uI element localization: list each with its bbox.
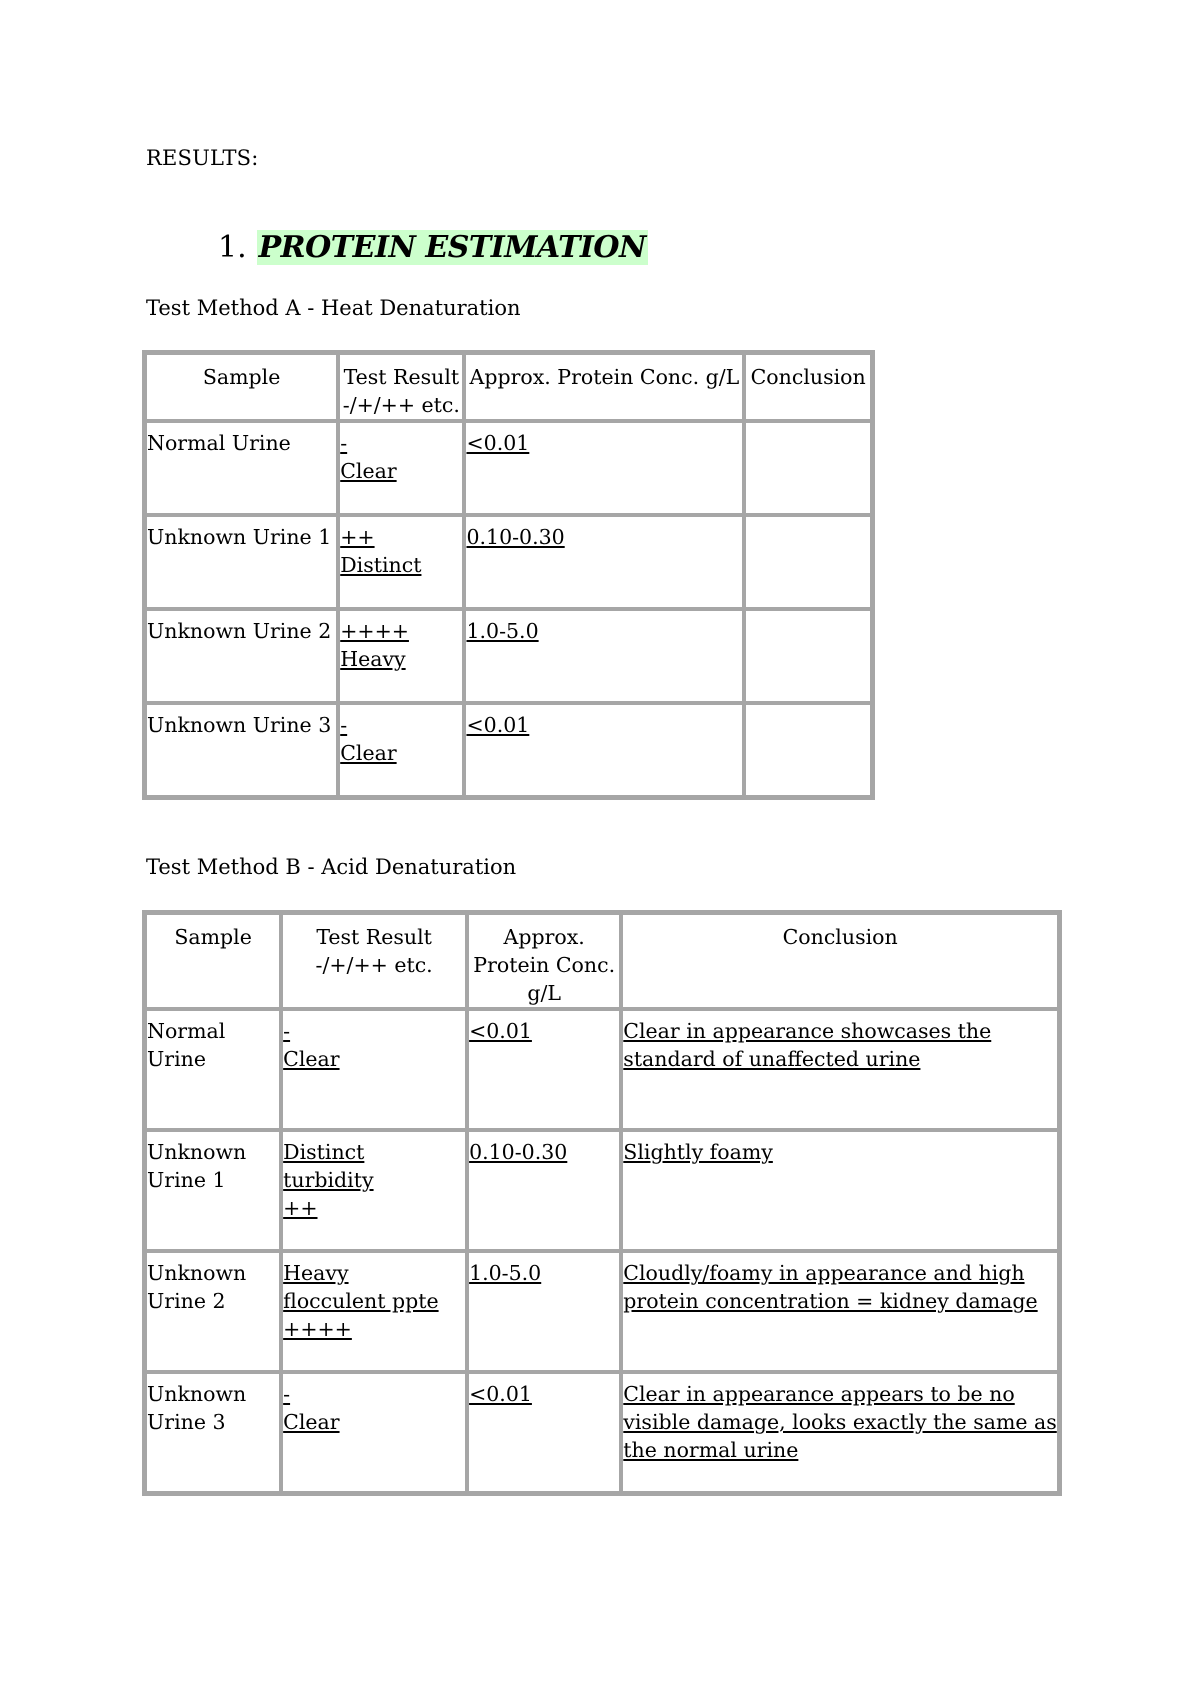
cell-protein-conc (467, 1251, 621, 1372)
cell-conclusion (621, 1251, 1059, 1372)
cell-sample: Unknown Urine 1 (145, 1130, 281, 1251)
result-text: Heavy (340, 647, 406, 671)
cell-sample: Unknown Urine 2 (145, 1251, 281, 1372)
conclusion-text: Clear in appearance appears to be no visible damage, looks exactly the same as the normal urine (623, 1382, 1057, 1462)
cell-conclusion (621, 1372, 1059, 1493)
result-text: Clear (340, 459, 397, 483)
table-row (145, 1130, 1059, 1251)
cell-conclusion (744, 609, 872, 703)
table-header-row (145, 913, 1059, 1009)
result-line1: - (283, 1019, 291, 1043)
header-protein-conc: Approx. Protein Conc. g/L (464, 353, 744, 421)
result-line3: ++++ (283, 1317, 352, 1341)
method-a-table (142, 350, 875, 800)
conclusion-text: Slightly foamy (623, 1140, 773, 1164)
result-text: Distinct (340, 553, 422, 577)
header-test-result-line2: -/+/++ etc. (342, 393, 460, 417)
cell-sample: Normal Urine (145, 1009, 281, 1130)
result-symbol: ++ (340, 525, 375, 549)
table-row (145, 515, 872, 609)
table-row (145, 421, 872, 515)
table-row (145, 1372, 1059, 1493)
cell-test-result (338, 515, 464, 609)
cell-test-result (338, 609, 464, 703)
cell-protein-conc (467, 1130, 621, 1251)
table-row (145, 1251, 1059, 1372)
results-heading: RESULTS: (146, 146, 259, 170)
method-b-table (142, 910, 1062, 1496)
result-line2: Clear (283, 1410, 340, 1434)
result-line2: turbidity (283, 1168, 374, 1192)
section-title-text: PROTEIN ESTIMATION (258, 230, 646, 265)
header-conclusion: Conclusion (621, 913, 1059, 1009)
header-conc-line3: g/L (527, 981, 562, 1005)
result-text: Clear (340, 741, 397, 765)
cell-test-result (338, 421, 464, 515)
cell-conclusion (744, 515, 872, 609)
cell-conclusion (744, 703, 872, 797)
conc-value: <0.01 (466, 431, 530, 455)
header-sample: Sample (145, 353, 338, 421)
cell-sample: Normal Urine (145, 421, 338, 515)
table-row (145, 703, 872, 797)
header-conclusion: Conclusion (744, 353, 872, 421)
cell-test-result (281, 1009, 467, 1130)
cell-conclusion (621, 1130, 1059, 1251)
cell-test-result (281, 1251, 467, 1372)
cell-conclusion (744, 421, 872, 515)
table-header-row (145, 353, 872, 421)
header-test-result (281, 913, 467, 1009)
header-test-result-line1: Test Result (343, 365, 460, 389)
header-test-result-line1: Test Result (316, 925, 432, 949)
conc-value: <0.01 (466, 713, 530, 737)
cell-protein-conc (464, 421, 744, 515)
result-symbol: ++++ (340, 619, 409, 643)
method-a-title: Test Method A - Heat Denaturation (146, 296, 521, 320)
conc-value: <0.01 (469, 1382, 532, 1406)
cell-test-result (281, 1372, 467, 1493)
cell-protein-conc (467, 1009, 621, 1130)
conc-value: 1.0-5.0 (469, 1261, 542, 1285)
conc-value: 1.0-5.0 (466, 619, 539, 643)
cell-protein-conc (464, 515, 744, 609)
cell-sample: Unknown Urine 1 (145, 515, 338, 609)
result-line1: - (283, 1382, 291, 1406)
cell-conclusion (621, 1009, 1059, 1130)
cell-sample: Unknown Urine 3 (145, 1372, 281, 1493)
header-conc-line1: Approx. (503, 925, 585, 949)
conc-value: <0.01 (469, 1019, 532, 1043)
result-line1: Distinct (283, 1140, 365, 1164)
conclusion-text: Clear in appearance showcases the standard of unaffected urine (623, 1019, 992, 1071)
table-row (145, 1009, 1059, 1130)
header-protein-conc (467, 913, 621, 1009)
result-symbol: - (340, 713, 348, 737)
cell-sample: Unknown Urine 2 (145, 609, 338, 703)
header-test-result-line2: -/+/++ etc. (315, 953, 433, 977)
result-symbol: - (340, 431, 348, 455)
result-line2: Clear (283, 1047, 340, 1071)
cell-sample: Unknown Urine 3 (145, 703, 338, 797)
cell-protein-conc (464, 609, 744, 703)
conc-value: 0.10-0.30 (469, 1140, 568, 1164)
cell-protein-conc (467, 1372, 621, 1493)
result-line2: flocculent ppte (283, 1289, 439, 1313)
header-sample: Sample (145, 913, 281, 1009)
conc-value: 0.10-0.30 (466, 525, 565, 549)
result-line3: ++ (283, 1196, 318, 1220)
cell-test-result (281, 1130, 467, 1251)
conclusion-text: Cloudly/foamy in appearance and high protein concentration = kidney damage (623, 1261, 1038, 1313)
header-conc-line2: Protein Conc. (473, 953, 616, 977)
table-row (145, 609, 872, 703)
section-number: 1. (218, 230, 247, 265)
method-b-title: Test Method B - Acid Denaturation (146, 855, 517, 879)
cell-test-result (338, 703, 464, 797)
section-title (218, 230, 648, 265)
header-test-result (338, 353, 464, 421)
cell-protein-conc (464, 703, 744, 797)
result-line1: Heavy (283, 1261, 349, 1285)
